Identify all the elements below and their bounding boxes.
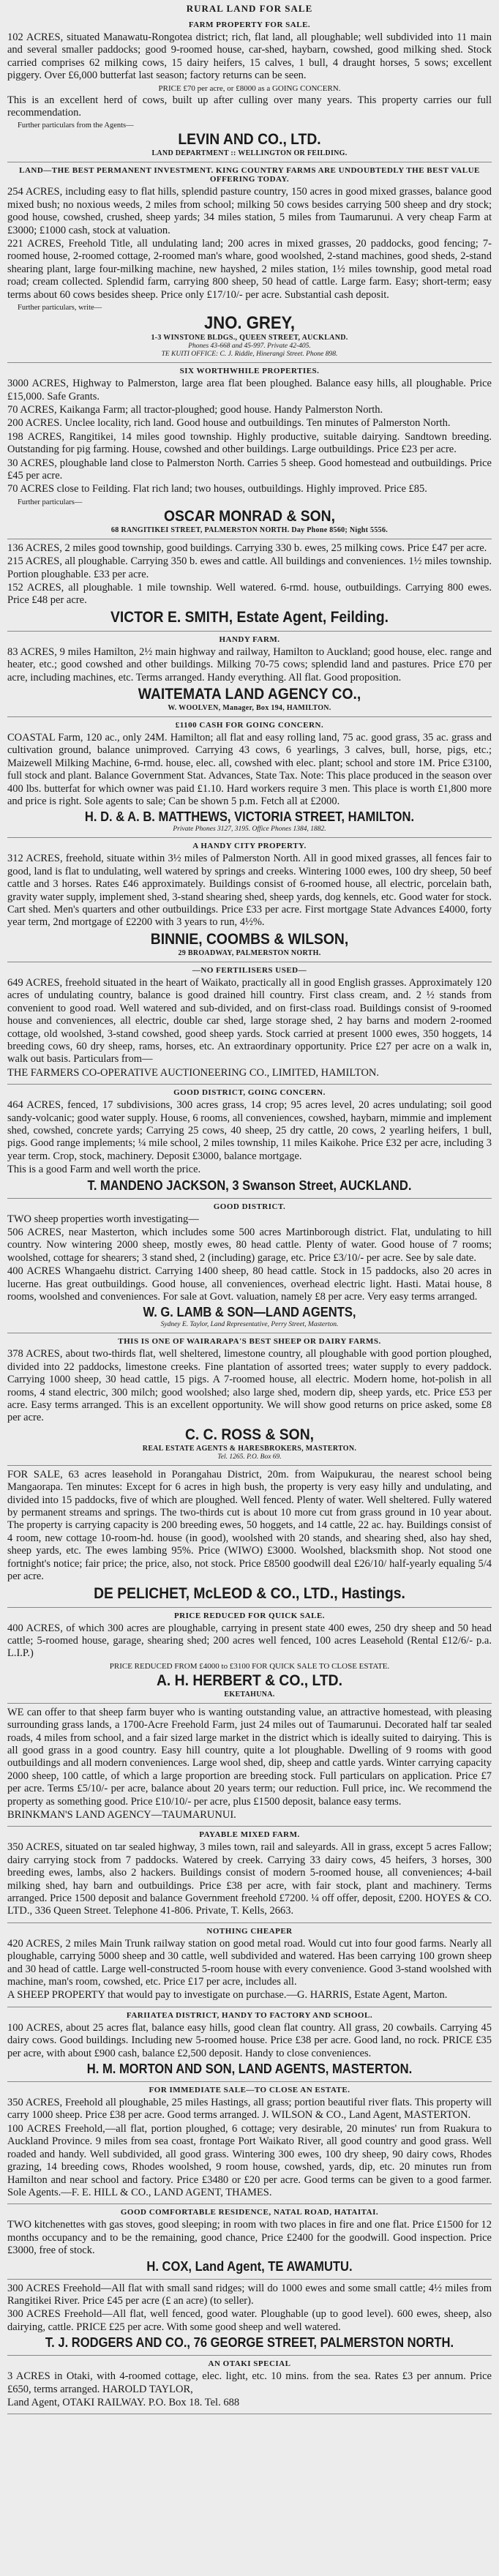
ad-paragraph: TWO sheep properties worth investigating— bbox=[7, 1213, 199, 1225]
page-title: RURAL LAND FOR SALE bbox=[186, 3, 313, 14]
ad-paragraph: 400 ACRES Whangaehu district. Carrying 1400 sheep, 80 head cattle. Stock in 15 paddocks, also 20 acres in lucerne. Has great outbuildings. Good house, all conveniences, overhead electric light. Hasti. Matai house, 8 rooms, woolshed and conveniences. For sale at Govt. valuation, namely £8 per acre. Very easy terms arranged. bbox=[7, 1265, 492, 1303]
agent-contact: Phones 43-668 and 45-997. Private 42-405. bbox=[188, 342, 311, 351]
agent-name: WAITEMATA LAND AGENCY CO., bbox=[138, 686, 361, 703]
agent-name: JNO. GREY, bbox=[204, 313, 295, 334]
agent-name: A. H. HERBERT & CO., LTD. bbox=[156, 1671, 343, 1689]
agent-address: 29 BROADWAY, PALMERSTON NORTH. bbox=[178, 948, 321, 957]
ad-block bbox=[7, 2356, 492, 2414]
ad-block bbox=[7, 1085, 492, 1198]
ad-paragraph: THE FARMERS CO-OPERATIVE AUCTIONEERING CO., LIMITED, HAMILTON. bbox=[7, 1066, 380, 1079]
agent-name: C. C. ROSS & SON, bbox=[184, 1426, 315, 1443]
ad-block bbox=[7, 539, 492, 632]
ad-block bbox=[7, 1466, 492, 1608]
ad-paragraph: This is a good Farm and well worth the price. bbox=[7, 1164, 201, 1176]
agent-address: W. WOOLVEN, Manager, Box 194, HAMILTON. bbox=[168, 704, 331, 712]
ad-heading: FARM PROPERTY FOR SALE. bbox=[188, 20, 311, 29]
agent-name: H. COX, Land Agent, TE AWAMUTU. bbox=[146, 2258, 353, 2274]
ad-heading: A HANDY CITY PROPERTY. bbox=[192, 842, 307, 851]
agent-name: T. MANDENO JACKSON, 3 Swanson Street, AUCKLAND. bbox=[87, 1177, 412, 1193]
ad-heading: HANDY FARM. bbox=[219, 634, 280, 644]
agent-contact: Tel. 1265. P.O. Box 69. bbox=[217, 1453, 282, 1461]
ad-paragraph: 649 ACRES, freehold situated in the heart of Waikato, practically all in good English grasses. Approximately 120 acres of undulating country, balance is good drained hill country. First class cream, and. 2 ½ stands from convenient to good road. Well watered and sub-divided, and on first-class road. Buildings consist of 9-roomed house and conveniences, all electric, double car shed, large storage shed, 2 hay barns and modern 2-roomed cottage, old woolshed, 3-stand cowshed, good sheep yards. Stock carried at present 1000 ewes, 350 hoggets, 14 breeding cows, 60 dry sheep, rams, horses, etc. An extraordinary opportunity. Price £27 per acre on a walk in, walk out basis. Particulars from— bbox=[7, 976, 492, 1066]
ad-paragraph: 136 ACRES, 2 miles good township, good buildings. Carrying 330 b. ewes, 25 milking cows. Price £47 per acre. bbox=[7, 542, 487, 554]
agent-name: T. J. RODGERS AND CO., 76 GEORGE STREET, PALMERSTON NORTH. bbox=[45, 2335, 454, 2351]
agent-address: 68 RANGITIKEI STREET, PALMERSTON NORTH. Day Phone 8560; Night 5556. bbox=[110, 525, 389, 534]
ad-heading: THIS IS ONE OF WAIRARAPA'S BEST SHEEP OR DAIRY FARMS. bbox=[118, 1337, 381, 1347]
ad-price: PRICE £70 per acre, or £8000 as a GOING CONCERN. bbox=[158, 83, 341, 93]
ad-heading: GOOD DISTRICT. bbox=[213, 1202, 286, 1211]
ad-paragraph: Land Agent, OTAKI RAILWAY. P.O. Box 18. Tel. 688 bbox=[7, 2396, 240, 2408]
ad-heading: AN OTAKI SPECIAL bbox=[208, 2359, 291, 2369]
ad-heading: —NO FERTILISERS USED— bbox=[192, 965, 307, 975]
ad-paragraph: 300 ACRES Freehold—All flat with small sand ridges; will do 1000 ewes and some small cattle; 4½ miles from Rangitikei River. Price £45 per acre (£ an acre) (to seller). bbox=[7, 2282, 492, 2307]
agent-branch: TE KUITI OFFICE: C. J. Riddle, Hinerangi Street. Phone 898. bbox=[161, 351, 338, 359]
ad-paragraph: 152 ACRES, all ploughable. 1 mile township. Well watered. 6-rmd. house, outbuildings. Carrying 800 ewes. Price £48 per acre. bbox=[7, 581, 492, 607]
ad-heading: PRICE REDUCED FOR QUICK SALE. bbox=[173, 1611, 326, 1620]
agent-name: H. M. MORTON AND SON, LAND AGENTS, MASTERTON. bbox=[86, 2062, 413, 2077]
ad-block bbox=[7, 1704, 492, 1827]
ad-paragraph: 83 ACRES, 9 miles Hamilton, 2½ main highway and railway, Hamilton to Auckland; good house, elec. range and heater, etc.; good cowshed and other buildings. Milking 70-75 cows; splendid land and pastures. Price £70 per acre, including machines, etc. Terms arranged. Handy everything. All flat. Good proposition. bbox=[7, 645, 492, 684]
agent-name: VICTOR E. SMITH, Estate Agent, Feilding. bbox=[110, 608, 389, 626]
ad-heading: FOR IMMEDIATE SALE—TO CLOSE AN ESTATE. bbox=[149, 2086, 350, 2095]
agent-name: DE PELICHET, McLEOD & CO., LTD., Hastings. bbox=[94, 1584, 405, 1602]
ad-paragraph: 400 ACRES, of which 300 acres are ploughable, carrying in present state 400 ewes, 250 dry sheep and 50 head cattle; 5-roomed house, garage, shearing shed; 200 acres well fenced, 100 acres Leasehold (Rental £12/6/- p.a. L.I.P.) bbox=[7, 1622, 492, 1660]
ad-heading: FARIIATEA DISTRICT, HANDY TO FACTORY AND SCHOOL. bbox=[126, 2010, 373, 2020]
agent-name: BINNIE, COOMBS & WILSON, bbox=[150, 930, 349, 948]
ad-heading: LAND—THE BEST PERMANENT INVESTMENT. KING COUNTRY FARMS ARE UNDOUBTEDLY THE BEST VALUE OFFERING TODAY. bbox=[19, 166, 480, 184]
agent-name: OSCAR MONRAD & SON, bbox=[164, 507, 335, 525]
ad-paragraph: A SHEEP PROPERTY that would pay to investigate on purchase.—G. HARRIS, Estate Agent, Marton. bbox=[7, 1989, 448, 2002]
ad-paragraph: 30 ACRES, ploughable land close to Palmerston North. Carries 5 sheep. Good homestead and outbuildings. Price £45 per acre. bbox=[7, 457, 492, 482]
agent-address: EKETAHUNA. bbox=[224, 1690, 275, 1699]
ad-block bbox=[7, 17, 492, 162]
ad-block bbox=[7, 2082, 492, 2204]
ad-further-particulars: Further particulars, write— bbox=[18, 304, 102, 312]
ad-paragraph: WE can offer to that sheep farm buyer who is wanting outstanding value, an attractive homestead, with pleasing surrounding grass lands, a 1700-Acre Freehold Farm, just 24 miles out of Taumarunui. Decorated half tar sealed roads, 4 miles from school, and a fair sized large market in the district which is ideally suited to dairying. This is all good grass in a good country. Easy hill country, quite a lot ploughable. Dwelling of 9 rooms with good outbuildings and all modern conveniences. Large wool shed, dip, sheep and cattle yards. Winter carrying capacity 2000 sheep, 100 cattle, of which a large proportion are breeding stock. Full particulars on application. Price £7 per acre. Terms £5/10/- per acre, balance about 20 years term; our reduction. Full price, inc. We recommend the property as something good. Price £10/10/- per acre, plus £1500 deposit, balance easy terms. bbox=[7, 1706, 492, 1808]
ad-heading: £1100 CASH FOR GOING CONCERN. bbox=[175, 721, 324, 730]
ad-heading: GOOD COMFORTABLE RESIDENCE, NATAL ROAD, HATAITAI. bbox=[120, 2208, 379, 2217]
ad-block bbox=[7, 2007, 492, 2082]
ad-block bbox=[7, 2280, 492, 2356]
ad-block bbox=[7, 1333, 492, 1465]
agent-name: W. G. LAMB & SON—LAND AGENTS, bbox=[143, 1305, 356, 1320]
ad-block bbox=[7, 1827, 492, 1922]
ad-block bbox=[7, 838, 492, 962]
ad-block bbox=[7, 717, 492, 838]
ad-paragraph: COASTAL Farm, 120 ac., only 24M. Hamilton; all flat and easy rolling land, 75 ac. good grass, 35 ac. grass and cultivation ground, balance unimproved. Carrying 43 cows, 6 yearlings, 3 calves, bull, horse, pigs, etc.; Maizewell Milking Machine, 6-rmd. house, elec. all, cowshed with elec. plant; school and store 1M. Price £3100, full stock and plant. Balance Government Stat. Advances, State Tax. Note: This place produced in the season over 400 lbs. butterfat for which owner was paid £1.10. Hard workers require 3 men. This place is worth £1,800 more and price is right. Sole agents to sale; Can be shown 5 p.m. Fetch all at £2000. bbox=[7, 732, 492, 808]
ad-paragraph: 420 ACRES, 2 miles Main Trunk railway station on good metal road. Would cut into four good farms. Nearly all ploughable, carrying 5000 sheep and 30 cattle, well subdivided and watered. Has been carrying 100 grown sheep and 30 head of cattle. Large well-constructed 5-room house with every convenience. Good 3-stand woolshed with machine, man's room, cowshed, etc. Price £17 per acre, includes all. bbox=[7, 1937, 492, 1988]
agent-address: LAND DEPARTMENT :: WELLINGTON OR FEILDING. bbox=[151, 149, 348, 158]
ad-paragraph: 350 ACRES, Freehold all ploughable, 25 miles Hastings, all grass; portion beautiful river flats. This property will carry 1000 sheep. Price £38 per acre. Good terms arranged. J. WILSON & CO., Land Agent, MASTERTON. bbox=[7, 2097, 492, 2122]
ad-paragraph: 70 ACRES close to Feilding. Flat rich land; two houses, outbuildings. Highly improved. Price £85. bbox=[7, 483, 427, 495]
ad-block bbox=[7, 1608, 492, 1704]
ad-heading: NOTHING CHEAPER bbox=[206, 1926, 293, 1936]
ad-paragraph: 350 ACRES, situated on tar sealed highway, 3 miles town, rail and saleyards. All in grass, except 5 acres Fallow; dairy carrying stock from 7 paddocks. Watered by creek. Carrying 33 dairy cows, 45 heifers, 3 horses, 300 breeding ewes, lambs, also 2 hackers. Buildings consist of modern 5-roomed house, all conveniences; 4-bail milking shed, hay barn and outbuildings. Price £38 per acre, with fair stock, plant and machinery. Terms arranged. Price 1500 deposit and balance Government freehold £7200. ¼ off offer, deposit, £200. HOYES & CO. LTD., 336 Queen Street. Telephone 41-806. Private, T. Kells, 2663. bbox=[7, 1841, 492, 1917]
ad-block bbox=[7, 363, 492, 539]
ad-paragraph: 100 ACRES Freehold,—all flat, portion ploughed, 6 cottage; very desirable, 20 minutes' run from Ruakura to Auckland Province. 9 miles from sea coast, frontage Port Waikato River, all good country and good grass. Well roaded and handy. Well subdivided, all good grass. Wintering 300 ewes, 100 dry sheep, 90 dairy cows, Rhodes grazing, 14 breeding cows, Rhodes woolshed, 9 room house, cowshed, yards, dip, etc. 20 minutes run from Hamilton and near school and factory. Price £3480 or £20 per acre. Good terms can be given to a good farmer. Sole Agents.—F. E. HILL & CO., LAND AGENT, THAMES. bbox=[7, 2122, 492, 2198]
ad-paragraph: 221 ACRES, Freehold Title, all undulating land; 200 acres in mixed grasses, 20 paddocks, good fencing; 7-roomed house, 2-roomed cottage, 2-roomed man's whare, good woolshed, 2-stand machines, good sheds, 2-stand shearing plant, large four-milking machine, new hayshed, 2 miles station, 1½ miles township, good metal road road; cream collected. Splendid farm, carrying 800 sheep, 50 head of cattle. Large farm. Easy; short-term; easy terms about 60 cows besides sheep. Price only £17/10/- per acre. Substantial cash deposit. bbox=[7, 238, 492, 301]
ad-block bbox=[7, 162, 492, 363]
ad-paragraph: TWO kitchenettes with gas stoves, good sleeping; in room with two places in fire and one flat. Price £1500 for 12 months occupancy and to be the remaining, good chance, Price £2400 for the goodwill. Good inspection. Price £3000, free of stock. bbox=[7, 2219, 492, 2257]
ad-paragraph: 200 ACRES. Unclee locality, rich land. Good house and outbuildings. Ten minutes of Palmerston North. bbox=[7, 417, 451, 430]
ad-paragraph: 70 ACRES, Kaikanga Farm; all tractor-ploughed; good house. Handy Palmerston North. bbox=[7, 403, 383, 416]
agent-address: REAL ESTATE AGENTS & HARESBROKERS, MASTERTON. bbox=[142, 1444, 357, 1453]
ad-paragraph: 300 ACRES Freehold—All flat, well fenced, good water. Ploughable (up to good level). 600 ewes, sheep, also dairying, cattle. PRICE £25 per acre. With some good sheep and well watered. bbox=[7, 2308, 492, 2333]
ad-block bbox=[7, 1199, 492, 1334]
ad-paragraph: 254 ACRES, including easy to flat hills, splendid pasture country, 150 acres in good mixed grasses, balance good mixed bush; no noxious weeds, 2 miles from school; milking 50 cows besides carrying 500 sheep and dry stock; good house, cowshed, crushed, sheep yards; 34 miles station, 5 miles from Taumarunui. A very cheap Farm at £3000; £1000 cash, stock at valuation. bbox=[7, 186, 492, 236]
ad-heading: PAYABLE MIXED FARM. bbox=[199, 1830, 300, 1840]
ad-heading: SIX WORTHWHILE PROPERTIES. bbox=[179, 367, 320, 376]
ad-block bbox=[7, 2204, 492, 2279]
ad-further-particulars: Further particulars— bbox=[18, 498, 83, 506]
ad-paragraph: 215 ACRES, all ploughable. Carrying 350 b. ewes and cattle. All buildings and conveniences. 1½ miles township. Portion ploughable. £33 per acre. bbox=[7, 555, 492, 580]
agent-name: LEVIN AND CO., LTD. bbox=[178, 131, 321, 149]
ad-further-particulars: Further particulars from the Agents— bbox=[18, 121, 134, 130]
agent-address: 1-3 WINSTONE BLDGS., QUEEN STREET, AUCKLAND. bbox=[151, 334, 348, 342]
agent-contact: Private Phones 3127, 3195. Office Phones 1384, 1882. bbox=[173, 825, 326, 834]
ad-paragraph: 198 ACRES, Rangitikei, 14 miles good township. Highly productive, suitable dairying. Sandtown breeding. Outstanding for pig farming. House, cowshed and other buildings. Large outbuildings. Price £23 per acre. bbox=[7, 430, 492, 456]
ad-paragraph: 506 ACRES, near Masterton, which includes some 500 acres Martinborough district. Flat, undulating to hill country. Now wintering 2000 sheep, mostly ewes, 80 head cattle. Plenty of water. Good house of 7 rooms; woolshed, cottage for shearers; 3 stand shed, 2 (including) garage, etc. Price £3/10/- per acre. See by sale date. bbox=[7, 1226, 492, 1264]
ad-paragraph: 378 ACRES, about two-thirds flat, well sheltered, limestone country, all ploughable with good portion ploughed, divided into 22 paddocks, limestone creeks. Fine plantation of assorted trees; water supply to every paddock. Carrying 1000 sheep, 30 head cattle, 15 pigs. A 7-roomed house, all electric. Modern home, hot-polish in all rooms, 4 stand electric, 300 milch; good woolshed; also large shed, modern dip, sheep yards, etc. Price £53 per acre. Easy terms arranged. This is an excellent opportunity. We will show good returns on price asked, some £8 per acre. bbox=[7, 1348, 492, 1424]
ad-block bbox=[7, 632, 492, 717]
ad-paragraph: This is an excellent herd of cows, built up after culling over many years. This property carries our full recommendation. bbox=[7, 94, 492, 119]
ad-paragraph: 464 ACRES, fenced, 17 subdivisions, 300 acres grass, 14 crop; 95 acres level, 20 acres undulating; soil good sandy-volcanic; good water supply. House, 6 rooms, all conveniences, cowshed, haybarn, mimmie and implement shed, cowshed, concrete yards; Carrying 25 cows, 40 sheep, 25 dry cattle, 20 cows, 2 yearling heifers, 1 bull, pigs. Good range implements; ¼ mile school, 2 miles township, 11 miles Kaikohe. Price £32 per acre, including 3 year term. Crop, stock, machinery. Deposit £3000, balance mortgage. bbox=[7, 1099, 492, 1162]
ad-block bbox=[7, 1923, 492, 2007]
ad-paragraph: 3000 ACRES, Highway to Palmerston, large area flat been ploughed. Balance easy hills, all ploughable. Price £15,000. Safe Grants. bbox=[7, 378, 492, 402]
ad-paragraph: FOR SALE, 63 acres leasehold in Porangahau District, 20m. from Waipukurau, the nearest school being Mangaorapa. Ten minutes: Except for 6 acres in high bush, the property is very easy hilly and undulating, and divided into 15 paddocks, five of which are ploughed. Well fenced. Plenty of water. Well sheltered. Fully watered by permanent streams and springs. The two-thirds cut is about 10 more cut from grass ground in 10 year about. The property is carrying capacity is 200 breeding ewes, 50 hoggets, and 14 cattle, 22 ac. hay. Buildings consist of 4 room, new cottage 10-room-hd. house (in good), woolshed with 20 stands, and shearing shed, also hay shed, sheep yards, etc. The ewes lambing 95%. Price (WIWO) £3000. Woolshed, blacksmith shop. Not stood one fortnight's notice; fair price; the price, also, not stock. Price £8500 goodwill deal £26/10/ half-yearly equaling 5/4 per acre. bbox=[7, 1468, 492, 1583]
ad-block bbox=[7, 962, 492, 1085]
ad-paragraph: 312 ACRES, freehold, situate within 3½ miles of Palmerston North. All in good mixed grasses, all fences fair to good, land is flat to undulating, well watered by springs and creeks. Wintering 1000 ewes, 100 dry sheep, 50 beef cattle and 3 horses. Rates £46 approximately. Buildings consist of 6-roomed house, all electric, porcelain bath, gravity water supply, implement shed, 3-stand shearing shed, sheep yards, dog kennels, etc. Good water for stock. Cart shed. Men's quarters and other outbuildings. Price £33 per acre. First mortgage State Advances £4000, forty year term, 2nd mortgage of £2200 with 3 years to run, 4½%. bbox=[7, 853, 492, 929]
ad-price: PRICE REDUCED FROM £4000 to £3100 FOR QUICK SALE TO CLOSE ESTATE. bbox=[109, 1661, 390, 1671]
ads-list bbox=[7, 17, 492, 2414]
agent-contact: Sydney E. Taylor, Land Representative, Perry Street, Masterton. bbox=[160, 1321, 339, 1329]
ad-paragraph: 102 ACRES, situated Manawatu-Rongotea district; rich, flat land, all ploughable; well subdivided into 11 main and several smaller paddocks; good 9-roomed house, car-shed, haybarn, cowshed, good milking shed. Stock carried comprises 62 milking cows, 15 dairy heifers, 15 calves, 1 bull, 4 draught horses, 5 sows; excellent piggery. Over £6,000 butterfat last season; factory returns can be seen. bbox=[7, 31, 492, 82]
agent-name: H. D. & A. B. MATTHEWS, VICTORIA STREET, HAMILTON. bbox=[84, 809, 415, 825]
ad-paragraph: 3 ACRES in Otaki, with 4-roomed cottage, elec. light, etc. 10 mins. from the sea. Rates £3 per annum. Price £650, terms arranged. HAROLD TAYLOR, bbox=[7, 2370, 492, 2395]
ad-paragraph: 100 ACRES, about 25 acres flat, balance easy hills, good clean flat country. All grass, 20 cowbails. Carrying 45 dairy cows. Good buildings. Including new 5-roomed house. Price £38 per acre. Good land, no rock. PRICE £35 per acre, with about £900 cash, balance £2,500 deposit. Handy to close conveniences. bbox=[7, 2021, 492, 2059]
ad-heading: GOOD DISTRICT, GOING CONCERN. bbox=[173, 1088, 326, 1098]
ad-paragraph: BRINKMAN'S LAND AGENCY—TAUMARUNUI. bbox=[7, 1808, 236, 1821]
